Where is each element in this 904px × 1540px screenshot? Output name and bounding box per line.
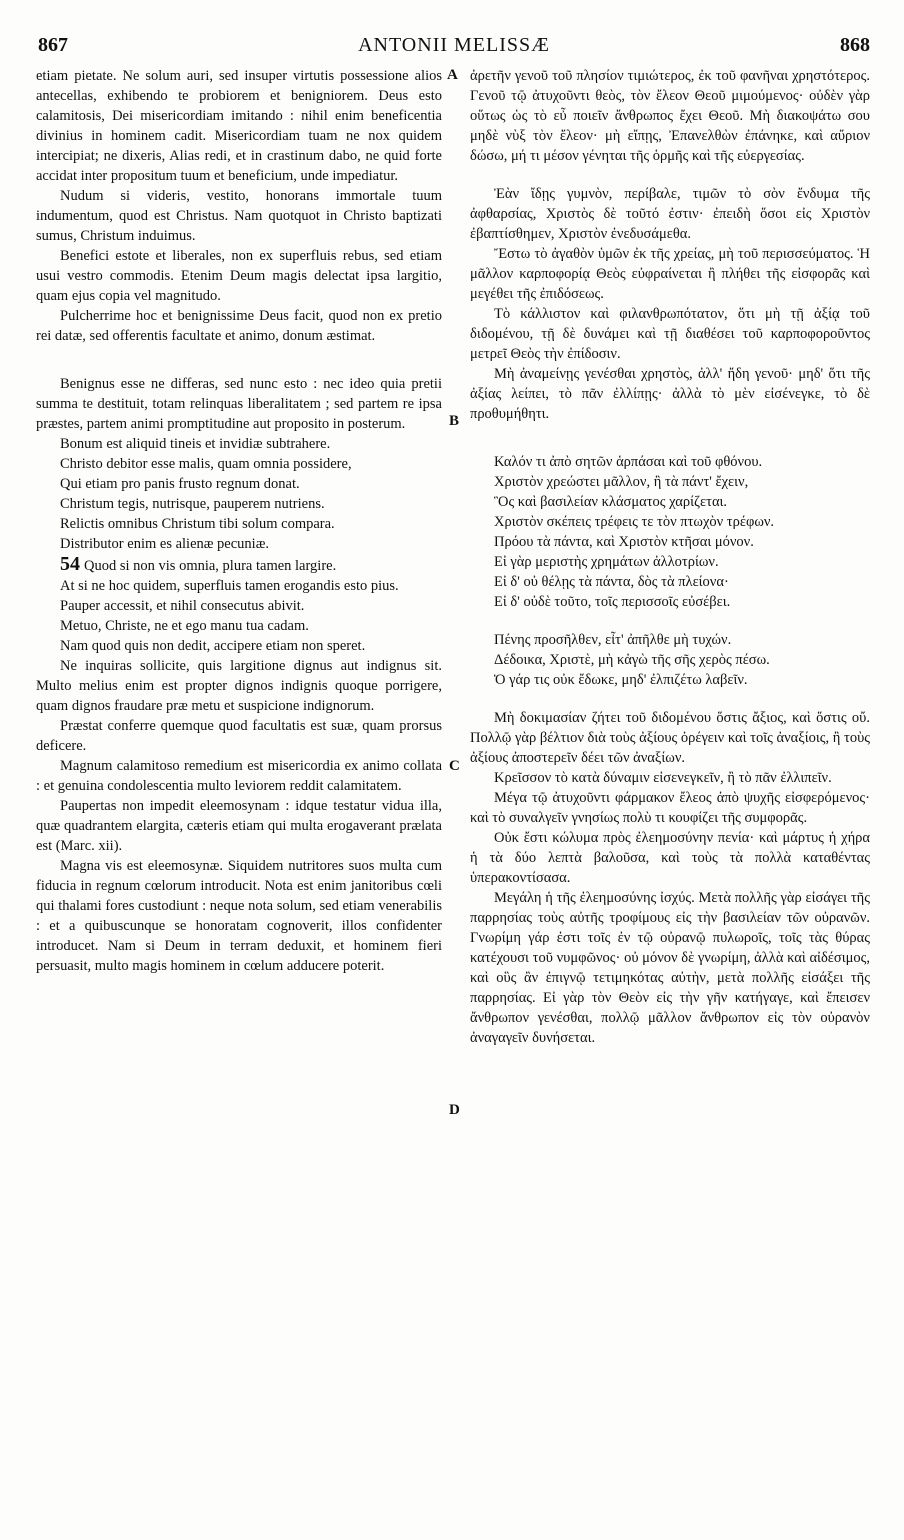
page-number-right: 868 (840, 34, 870, 56)
latin-paragraph: Ne inquiras sollicite, quis largitione dignus aut indignus sit. Multo melius enim est propter dignos indignis quoque porrigere, quam dignos fraudare præ metu et suspicione indignorum. (36, 658, 442, 714)
page-number-left: 867 (38, 34, 68, 56)
greek-paragraph: Μέγα τῷ ἀτυχοῦντι φάρμακον ἔλεος ἀπὸ ψυχῆς εἰσφερόμενος· καὶ τὸ συναλγεῖν γνησίως πολὺ τι κουφίζει τῆς συμφορᾶς. (470, 790, 870, 826)
greek-verse: Πρόου τὰ πάντα, καὶ Χριστὸν κτῆσαι μόνον. (494, 534, 754, 550)
latin-verse: Relictis omnibus Christum tibi solum compara. (60, 516, 335, 532)
latin-verse: Christum tegis, nutrisque, pauperem nutriens. (60, 496, 325, 512)
greek-paragraph: Κρεῖσσον τὸ κατὰ δύναμιν εἰσενεγκεῖν, ἢ τὸ πᾶν ἐλλιπεῖν. (494, 770, 832, 786)
greek-paragraph: Μεγάλη ἡ τῆς ἐλεημοσύνης ἰσχύς. Μετὰ πολλῆς γὰρ εἰσάγει τῆς παρρησίας τοὺς αὐτῆς τροφίμους εἰς τὴν βασιλείαν τῶν οὐρανῶν. Γνωρίμη γάρ ἐστι τοῖς ἐν τῷ οὐρανῷ πυλωροῖς, τοῖς τὰς θύρας κατέχουσι τοῦ νυμφῶνος· οὐ μόνον δὲ γνωρίμη, ἀλλὰ καὶ αἰδέσιμος, καὶ οὓς ἂν ἐπιγνῷ τετιμηκότας αὐτὴν, μετὰ πολλῆς εἰσάξει τῆς παρρησίας. Εἰ γὰρ τὸν Θεὸν εἰς τὴν γῆν κατήγαγε, καὶ ἔπεισεν ἄνθρωπον γενέσθαι, πολλῷ μᾶλλον ἄνθρωπον εἰς τὸν οὐρανὸν ἀναγαγεῖν δυνήσεται. (470, 890, 870, 1046)
column-number: 54 (60, 553, 80, 575)
greek-paragraph: Ἐὰν ἴδῃς γυμνὸν, περίβαλε, τιμῶν τὸ σὸν ἔνδυμα τῆς ἀφθαρσίας, Χριστὸς δὲ τοῦτό ἐστιν· ἐπειδὴ ὅσοι εἰς Χριστὸν ἐβαπτίσθημεν, Χριστὸν ἐνεδυσάμεθα. (470, 186, 870, 242)
greek-verse: Εἰ γὰρ μεριστὴς χρημάτων ἀλλοτρίων. (494, 554, 719, 570)
latin-paragraph: Benefici estote et liberales, non ex superfluis rebus, sed etiam usui vestro commodis. Etenim Deum magis delectat ipsa largitio, quam ejus copia vel magnitudo. (36, 248, 442, 304)
latin-paragraph: etiam pietate. Ne solum auri, sed insuper virtutis possessione alios antecellas, exhibendo te probiorem et benigniorem. Deus esto calamitosis, Dei misericordiam imitando : nihil enim beneficentia divinius in hominem cadit. Misericordiam tuam ne nox quidem intercipiat; ne dixeris, Alias redi, et in crastinum dabo, ne quid forte accidat inter propositum tuum et beneficium, unde impediatur. (36, 68, 442, 184)
latin-paragraph: Præstat conferre quemque quod facultatis est suæ, quam prorsus deficere. (36, 718, 442, 754)
greek-paragraph: Οὐκ ἔστι κώλυμα πρὸς ἐλεημοσύνην πενία· καὶ μάρτυς ἡ χήρα ἡ τὰ δύο λεπτὰ βαλοῦσα, καὶ τοὺς τὰ πολλὰ καταθέντας ὑπερακοντίσασα. (470, 830, 870, 886)
section-marker-c: C (449, 758, 460, 774)
latin-verse: Christo debitor esse malis, quam omnia possidere, (60, 456, 352, 472)
section-marker-d: D (449, 1102, 460, 1118)
greek-paragraph: Ἔστω τὸ ἀγαθὸν ὑμῶν ἐκ τῆς χρείας, μὴ τοῦ περισσεύματος. Ἡ μᾶλλον καρποφορίᾳ Θεὸς εὐφραίνεται ἢ πλήθει τῆς εἰσφορᾶς καὶ μεγέθει τῆς ἐπιδόσεως. (470, 246, 870, 302)
greek-verse: Ὃς καὶ βασιλείαν κλάσματος χαρίζεται. (494, 494, 728, 510)
greek-verse: Δέδοικα, Χριστὲ, μὴ κἀγὼ τῆς σῆς χερὸς πέσω. (494, 652, 770, 668)
page-header (38, 34, 870, 58)
greek-verse: Καλόν τι ἀπὸ σητῶν ἁρπάσαι καὶ τοῦ φθόνου. (494, 454, 763, 470)
latin-verse: Metuo, Christe, ne et ego manu tua cadam. (60, 618, 309, 634)
greek-verse: Χριστὸν χρεώστει μᾶλλον, ἢ τὰ πάντ' ἔχειν, (494, 474, 749, 490)
greek-paragraph: Μὴ δοκιμασίαν ζήτει τοῦ διδομένου ὅστις ἄξιος, καὶ ὅστις οὔ. Πολλῷ γὰρ βέλτιον διὰ τοὺς ἀξίους ὀρέγειν καὶ τοῖς ἀναξίοις, ἢ τοὺς ἀξίους ἀποστερεῖν δέει τῶν ἀναξίων. (470, 710, 870, 766)
greek-verse: Εἰ δ' οὐδὲ τοῦτο, τοῖς περισσοῖς εὐσέβει. (494, 594, 731, 610)
latin-verse: Distributor enim es alienæ pecuniæ. (60, 536, 270, 552)
greek-verse: Ὁ γάρ τις οὐκ ἔδωκε, μηδ' ἐλπιζέτω λαβεῖν. (494, 672, 748, 688)
latin-verse: Nam quod quis non dedit, accipere etiam non speret. (60, 638, 366, 654)
greek-verse: Χριστὸν σκέπεις τρέφεις τε τὸν πτωχὸν τρέφων. (494, 514, 775, 530)
latin-paragraph: Magna vis est eleemosynæ. Siquidem nutritores suos multa cum fiducia in regnum cœlorum introducit. Nota est enim janitoribus cœli qui thalami fores custodiunt : neque nota solum, sed etiam venerabilis : et a quibuscunque se honoratam cognoverit, illos confidenter introducet. Nam si Deum in terram deduxit, et hominem fieri persuasit, multo magis hominem in cœlum adducere poterit. (36, 858, 442, 974)
latin-verse: Bonum est aliquid tineis et invidiæ subtrahere. (60, 436, 331, 452)
section-marker-b: B (449, 413, 460, 429)
greek-paragraph: Μὴ ἀναμείνῃς γενέσθαι χρηστὸς, ἀλλ' ἤδη γενοῦ· μηδ' ὅτι τῆς ἀξίας λείπει, τὸ πᾶν ἐλλίπῃς· ἀλλὰ τὸ μὲν εἰσένεγκε, τὸ δὲ προθυμήθητι. (470, 366, 870, 422)
latin-verse: At si ne hoc quidem, superfluis tamen erogandis esto pius. (60, 578, 399, 594)
latin-paragraph: Paupertas non impedit eleemosynam : idque testatur vidua illa, quæ quadrantem elargita, cæteris etiam qui multa erogaverant prælata est (Marc. xii). (36, 798, 442, 854)
latin-paragraph: Magnum calamitoso remedium est misericordia ex animo collata : et genuina condolescentia multo leviorem reddit calamitatem. (36, 758, 442, 794)
latin-paragraph: Benignus esse ne differas, sed nunc esto : nec ideo quia pretii summa te destituit, totam relinquas liberalitatem ; sed partem re ipsa præstes, partem animi promptitudine aut proposito in posterum. (36, 376, 442, 432)
latin-verse (36, 554, 442, 576)
latin-verse: Qui etiam pro panis frusto regnum donat. (60, 476, 300, 492)
latin-paragraph: Nudum si videris, vestito, honorans immortale tuum indumentum, quod est Christus. Nam quotquot in Christo baptizati sumus, Christum induimus. (36, 188, 442, 244)
greek-verse: Εἰ δ' οὐ θέλῃς τὰ πάντα, δὸς τὰ πλείονα· (494, 574, 729, 590)
greek-verse: Πένης προσῆλθεν, εἶτ' ἀπῆλθε μὴ τυχών. (494, 632, 732, 648)
greek-paragraph: Τὸ κάλλιστον καὶ φιλανθρωπότατον, ὅτι μὴ τῇ ἀξίᾳ τοῦ διδομένου, τῇ δὲ δυνάμει καὶ τῇ διαθέσει τοῦ καρποφοροῦντος μετρεῖ Θεὸς τὴν ἐπίδοσιν. (470, 306, 870, 362)
latin-paragraph: Pulcherrime hoc et benignissime Deus facit, quod non ex pretio rei datæ, sed offerentis facultate et animo, donum æstimat. (36, 308, 442, 344)
latin-column (36, 66, 442, 976)
greek-paragraph: ἀρετῆν γενοῦ τοῦ πλησίον τιμιώτερος, ἐκ τοῦ φανῆναι χρηστότερος. Γενοῦ τῷ ἀτυχοῦντι θεὸς, τὸν ἔλεον Θεοῦ μιμούμενος· οὐδὲν γὰρ οὕτως ὡς τὸ εὖ ποιεῖν ἄνθρωπος ἔχει Θεοῦ. Μὴ διακοψάτω σου μηδὲ νὺξ τὸν ἔλεον· μὴ εἴπῃς, Ἐπανελθὼν ἐπάνηκε, καὶ αὔριον δώσω, μή τι μέσον γένηται τῆς ὁρμῆς καὶ τῆς εὐεργεσίας. (470, 68, 870, 164)
latin-verse-text: Quod si non vis omnia, plura tamen largire. (84, 558, 337, 574)
section-marker-a: A (447, 67, 458, 83)
running-title: ANTONII MELISSÆ (358, 34, 550, 56)
latin-verse: Pauper accessit, et nihil consecutus abivit. (60, 598, 305, 614)
greek-column (470, 66, 870, 1048)
